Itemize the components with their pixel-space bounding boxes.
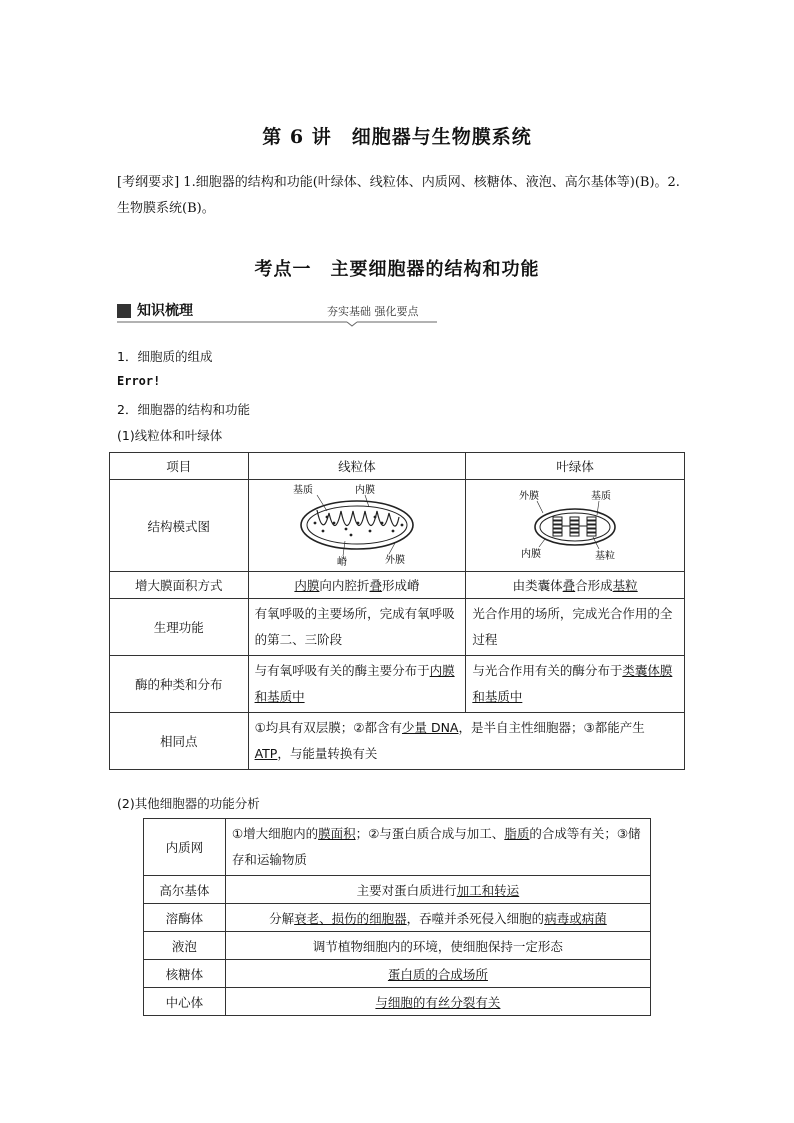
label-matrix: 基质 <box>292 484 313 496</box>
table-row <box>144 819 651 876</box>
table-row <box>110 713 685 770</box>
row-label: 增大膜面积方式 <box>110 572 249 599</box>
blank-answer: 少量 DNA <box>401 720 459 735</box>
text-span: ，是半自主性细胞器；③都能产生 <box>458 720 645 735</box>
blank-answer: 加工和转运 <box>456 882 520 898</box>
row-label: 内质网 <box>144 819 226 876</box>
label-inner-membrane: 内膜 <box>521 548 542 560</box>
label-outer-membrane: 外膜 <box>519 490 540 502</box>
text-span: 与有氧呼吸有关的酶主要分布于 <box>254 663 430 678</box>
text-span: ，吞噬并杀死侵入细胞的 <box>406 910 545 926</box>
vacuole-cell: 调节植物细胞内的环境，使细胞保持一定形态 <box>225 932 650 960</box>
blank-answer: ATP <box>254 746 278 761</box>
table-row <box>110 572 685 599</box>
golgi-cell <box>225 876 650 904</box>
text-span: 合形成 <box>575 578 613 593</box>
label-grana: 基粒 <box>595 550 616 562</box>
table-row <box>144 904 651 932</box>
blank-answer: 脂质 <box>504 826 530 841</box>
row-label: 核糖体 <box>144 960 226 988</box>
table-row <box>110 480 685 572</box>
mito-function-cell: 有氧呼吸的主要场所，完成有氧呼吸的第二、三阶段 <box>248 599 466 656</box>
label-cristae: 嵴 <box>336 556 347 568</box>
text-span: ①增大细胞内的 <box>231 826 319 841</box>
requirement-tag: [考纲要求] <box>117 175 180 190</box>
er-cell <box>225 819 650 876</box>
error-text: Error! <box>117 374 161 388</box>
label-inner-membrane: 内膜 <box>354 484 375 496</box>
chloro-area-cell <box>466 572 685 599</box>
blank-answer: 内膜和基质中 <box>254 663 455 704</box>
text-span: ①均具有双层膜；②都含有 <box>254 720 402 735</box>
header-item: 项目 <box>110 453 249 480</box>
mitochondrion-diagram <box>287 483 427 569</box>
table-row <box>144 932 651 960</box>
ribosome-cell <box>225 960 650 988</box>
blank-answer: 基粒 <box>612 578 638 593</box>
chloroplast-diagram <box>515 483 635 569</box>
text-span: 向内腔折 <box>319 578 370 593</box>
chloro-function-cell: 光合作用的场所，完成光合作用的全过程 <box>466 599 685 656</box>
row-label: 溶酶体 <box>144 904 226 932</box>
blank-answer: 蛋白质的合成场所 <box>387 966 488 982</box>
row-label: 高尔基体 <box>144 876 226 904</box>
blank-answer: 类囊体膜和基质中 <box>472 663 673 704</box>
label-matrix: 基质 <box>591 490 612 502</box>
row-label: 生理功能 <box>110 599 249 656</box>
centrosome-cell <box>225 988 650 1016</box>
row-label: 相同点 <box>110 713 249 770</box>
text-span: 与光合作用有关的酶分布于 <box>472 663 623 678</box>
square-icon <box>117 304 131 318</box>
mito-area-cell <box>248 572 466 599</box>
table-row <box>110 599 685 656</box>
row-label: 液泡 <box>144 932 226 960</box>
table-row <box>110 453 685 480</box>
table-row <box>144 988 651 1016</box>
row-label: 酶的种类和分布 <box>110 656 249 713</box>
page-title: 第 6 讲 细胞器与生物膜系统 <box>262 126 532 148</box>
text-span: 分解 <box>269 910 295 926</box>
knowledge-label: 知识梳理 <box>137 303 193 319</box>
table-row <box>144 960 651 988</box>
table-row <box>144 876 651 904</box>
common-cell <box>248 713 684 770</box>
text-span: ；②与蛋白质合成与加工、 <box>355 826 505 841</box>
chloro-enzyme-cell <box>466 656 685 713</box>
blank-answer: 内膜 <box>294 578 320 593</box>
item-cytoplasm: 1．细胞质的组成 <box>117 349 213 364</box>
requirement-text: 1.细胞器的结构和功能(叶绿体、线粒体、内质网、核糖体、液泡、高尔基体等)(B)。2.生物膜系统(B)。 <box>117 175 680 216</box>
header-chloro: 叶绿体 <box>466 453 685 480</box>
divider-line-icon <box>117 318 437 328</box>
blank-answer: 叠 <box>562 578 576 593</box>
blank-answer: 与细胞的有丝分裂有关 <box>375 994 501 1010</box>
chloro-diagram-cell <box>466 480 685 572</box>
sub-other-organelles: (2)其他细胞器的功能分析 <box>117 796 260 811</box>
blank-answer: 衰老、损伤的细胞器 <box>294 910 407 926</box>
header-mito: 线粒体 <box>248 453 466 480</box>
other-organelles-table <box>143 818 651 1016</box>
section-title: 考点一 主要细胞器的结构和功能 <box>254 259 540 280</box>
blank-answer: 叠 <box>369 578 382 593</box>
text-span: 由类囊体 <box>512 578 563 593</box>
blank-answer: 膜面积 <box>318 826 356 841</box>
table-row <box>110 656 685 713</box>
knowledge-bar <box>117 300 437 330</box>
mito-chloro-table <box>109 452 685 770</box>
sub-mito-chloro: (1)线粒体和叶绿体 <box>117 428 223 443</box>
text-span: ，与能量转换有关 <box>277 746 378 761</box>
text-span: 主要对蛋白质进行 <box>356 882 457 898</box>
item-organelles: 2．细胞器的结构和功能 <box>117 402 250 417</box>
blank-answer: 病毒或病菌 <box>544 910 607 926</box>
label-outer-membrane: 外膜 <box>384 554 405 566</box>
row-label: 结构模式图 <box>110 480 249 572</box>
mito-diagram-cell <box>248 480 466 572</box>
text-span: 形成嵴 <box>381 578 420 593</box>
text-span: 的合成等有关；③储存和运输物质 <box>231 826 641 867</box>
knowledge-tag: 夯实基础 强化要点 <box>327 305 419 318</box>
requirement-paragraph <box>117 170 683 222</box>
mito-enzyme-cell <box>248 656 466 713</box>
row-label: 中心体 <box>144 988 226 1016</box>
lysosome-cell <box>225 904 650 932</box>
